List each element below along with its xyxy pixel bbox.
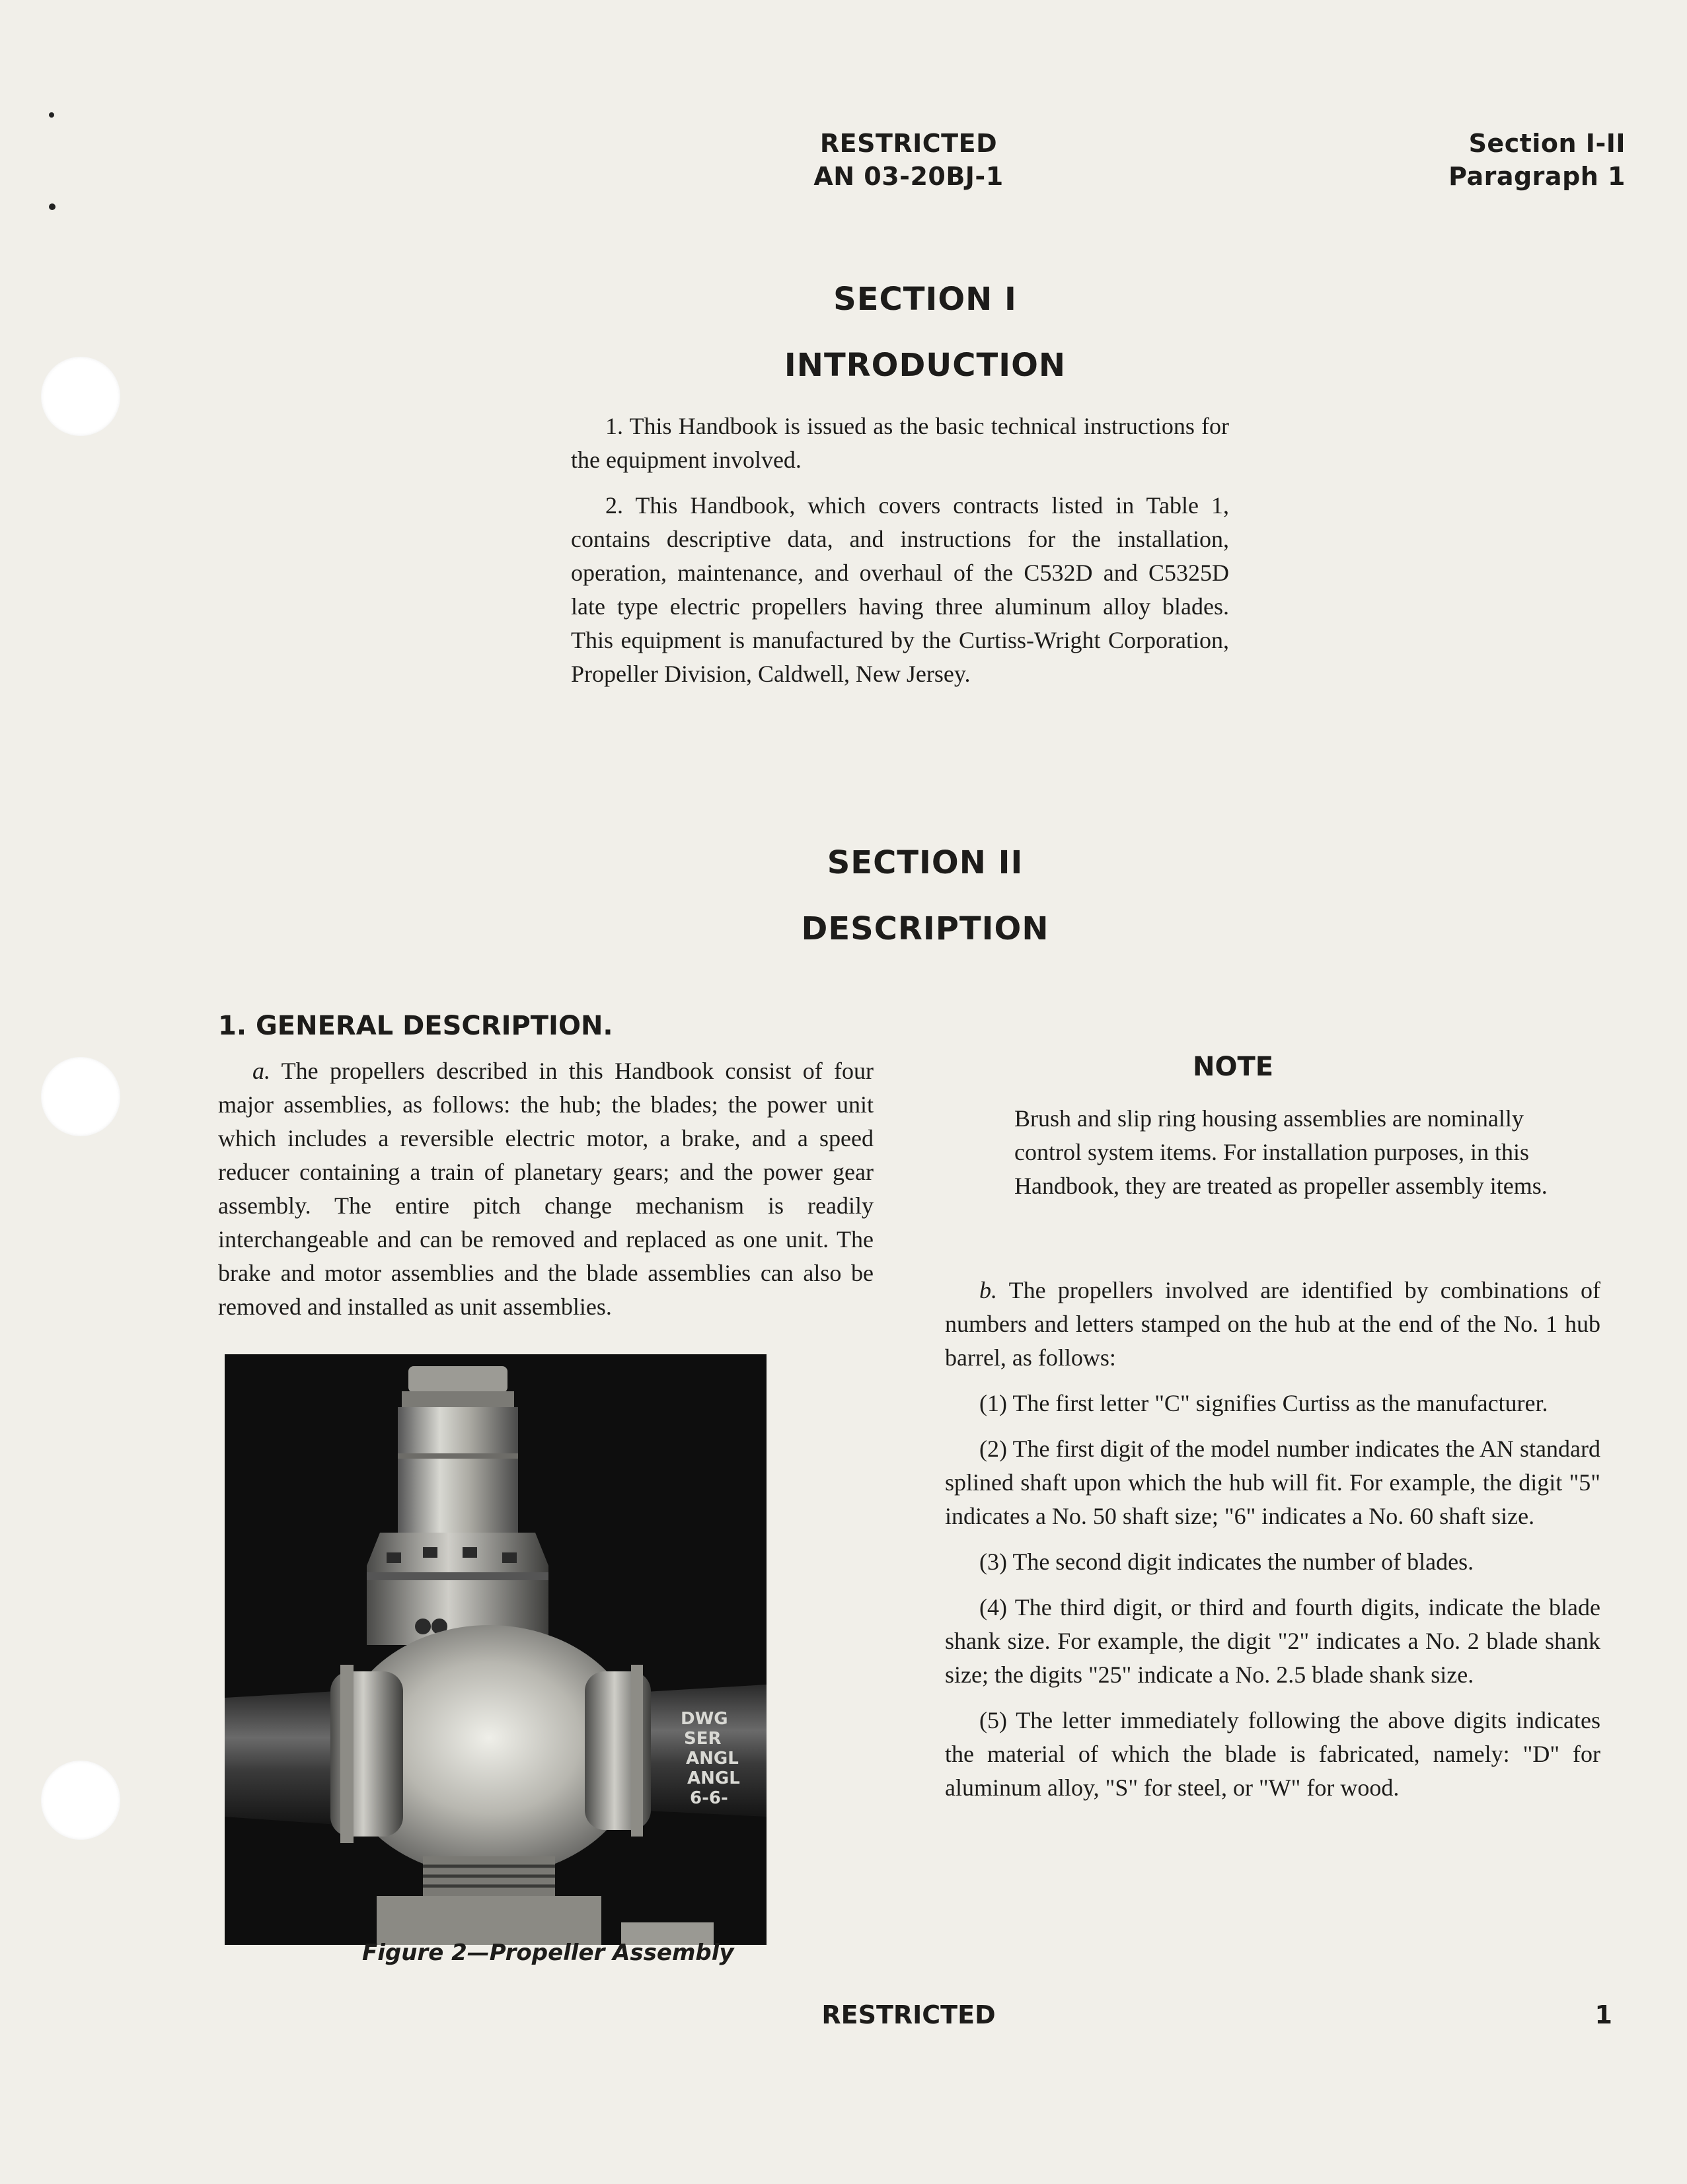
margin-mark [49, 112, 54, 118]
introduction-body [571, 410, 1229, 691]
left-column [218, 1054, 874, 1324]
intro-paragraph-2: 2. This Handbook, which covers contracts listed in Table 1, contains descriptive data, and instructions for the installation, operation, maintenance, and overhaul of the C532D and C5325D late type electric propellers having three aluminum alloy blades. This equipment is manufactured by the Curtiss-Wright Corporation, Propeller Division, Caldwell, New Jersey. [571, 492, 1229, 687]
section-1-title: INTRODUCTION [784, 347, 1067, 384]
page-number: 1 [1594, 2000, 1612, 2029]
figure-caption: Figure 2—Propeller Assembly [362, 1940, 734, 1966]
paragraph-a-text: The propellers described in this Handbook consist of four major assemblies, as follows: the hub; the blades; the power unit which includes a reversible electric motor, a brake, and a speed reducer containing a train of planetary gears; and the power gear assembly. The entire pitch change mechanism is readily interchangeable and can be removed and replaced as one unit. The brake and motor assemblies and the blade assemblies can also be removed and installed as unit assemblies. [218, 1058, 874, 1320]
blade-stamp-line: 6-6- [690, 1788, 728, 1808]
margin-mark [49, 203, 56, 210]
list-item: (2) The first digit of the model number indicates the AN standard splined shaft upon which the hub will fit. For example, the digit "5" indicates a No. 50 shaft size; "6" indicates a No. 60 shaft size. [945, 1436, 1600, 1529]
binder-hole-top [41, 357, 120, 436]
note-heading: NOTE [1193, 1052, 1274, 1082]
paragraph-ref: Paragraph 1 [1448, 162, 1626, 191]
general-description-heading: 1. GENERAL DESCRIPTION. [218, 1011, 613, 1041]
section-2-title: DESCRIPTION [801, 910, 1049, 947]
blade-stamp-line: ANGL [686, 1749, 739, 1768]
binder-hole-bottom [41, 1761, 120, 1840]
propeller-hub-illustration [225, 1354, 767, 1945]
note-text: Brush and slip ring housing assemblies are nominally control system items. For installation purposes, in this Handbook, they are treated as propeller assembly items. [1014, 1105, 1548, 1199]
section-1-label: SECTION I [833, 281, 1017, 318]
intro-paragraph-1: 1. This Handbook is issued as the basic technical instructions for the equipment involved. [571, 413, 1229, 473]
blade-stamp-line: ANGL [687, 1768, 740, 1788]
footer-classification: RESTRICTED [821, 2000, 996, 2029]
list-item: (5) The letter immediately following the above digits indicates the material of which the blade is fabricated, namely: "D" for aluminum alloy, "S" for steel, or "W" for wood. [945, 1707, 1600, 1801]
paragraph-a [218, 1054, 874, 1324]
section-2-label: SECTION II [827, 844, 1024, 881]
paragraph-b-letter: b. [979, 1277, 997, 1303]
blade-stamp-line: SER [684, 1729, 722, 1749]
header-right [1388, 127, 1626, 193]
paragraph-b-text: The propellers involved are identified by combinations of numbers and letters stamped on the hub at the end of the No. 1 hub barrel, as follows: [945, 1277, 1600, 1371]
header-left [760, 127, 1057, 193]
paragraph-a-letter: a. [252, 1058, 270, 1084]
document-number: AN 03-20BJ-1 [813, 162, 1004, 191]
list-item: (4) The third digit, or third and fourth digits, indicate the blade shank size. For example, the digit "2" indicates a No. 2 blade shank size; the digits "25" indicate a No. 2.5 blade shank size. [945, 1594, 1600, 1688]
list-item: (3) The second digit indicates the number of blades. [979, 1548, 1474, 1575]
classification: RESTRICTED [819, 129, 998, 158]
note-box [1014, 1102, 1573, 1203]
paragraph-b [945, 1274, 1600, 1375]
binder-hole-middle [41, 1057, 120, 1136]
right-column [945, 1274, 1600, 1805]
blade-stamp-line: DWG [681, 1709, 728, 1729]
propeller-assembly-photo [225, 1354, 767, 1945]
list-item: (1) The first letter "C" signifies Curtiss as the manufacturer. [979, 1390, 1548, 1416]
section-ref: Section I-II [1468, 129, 1626, 158]
